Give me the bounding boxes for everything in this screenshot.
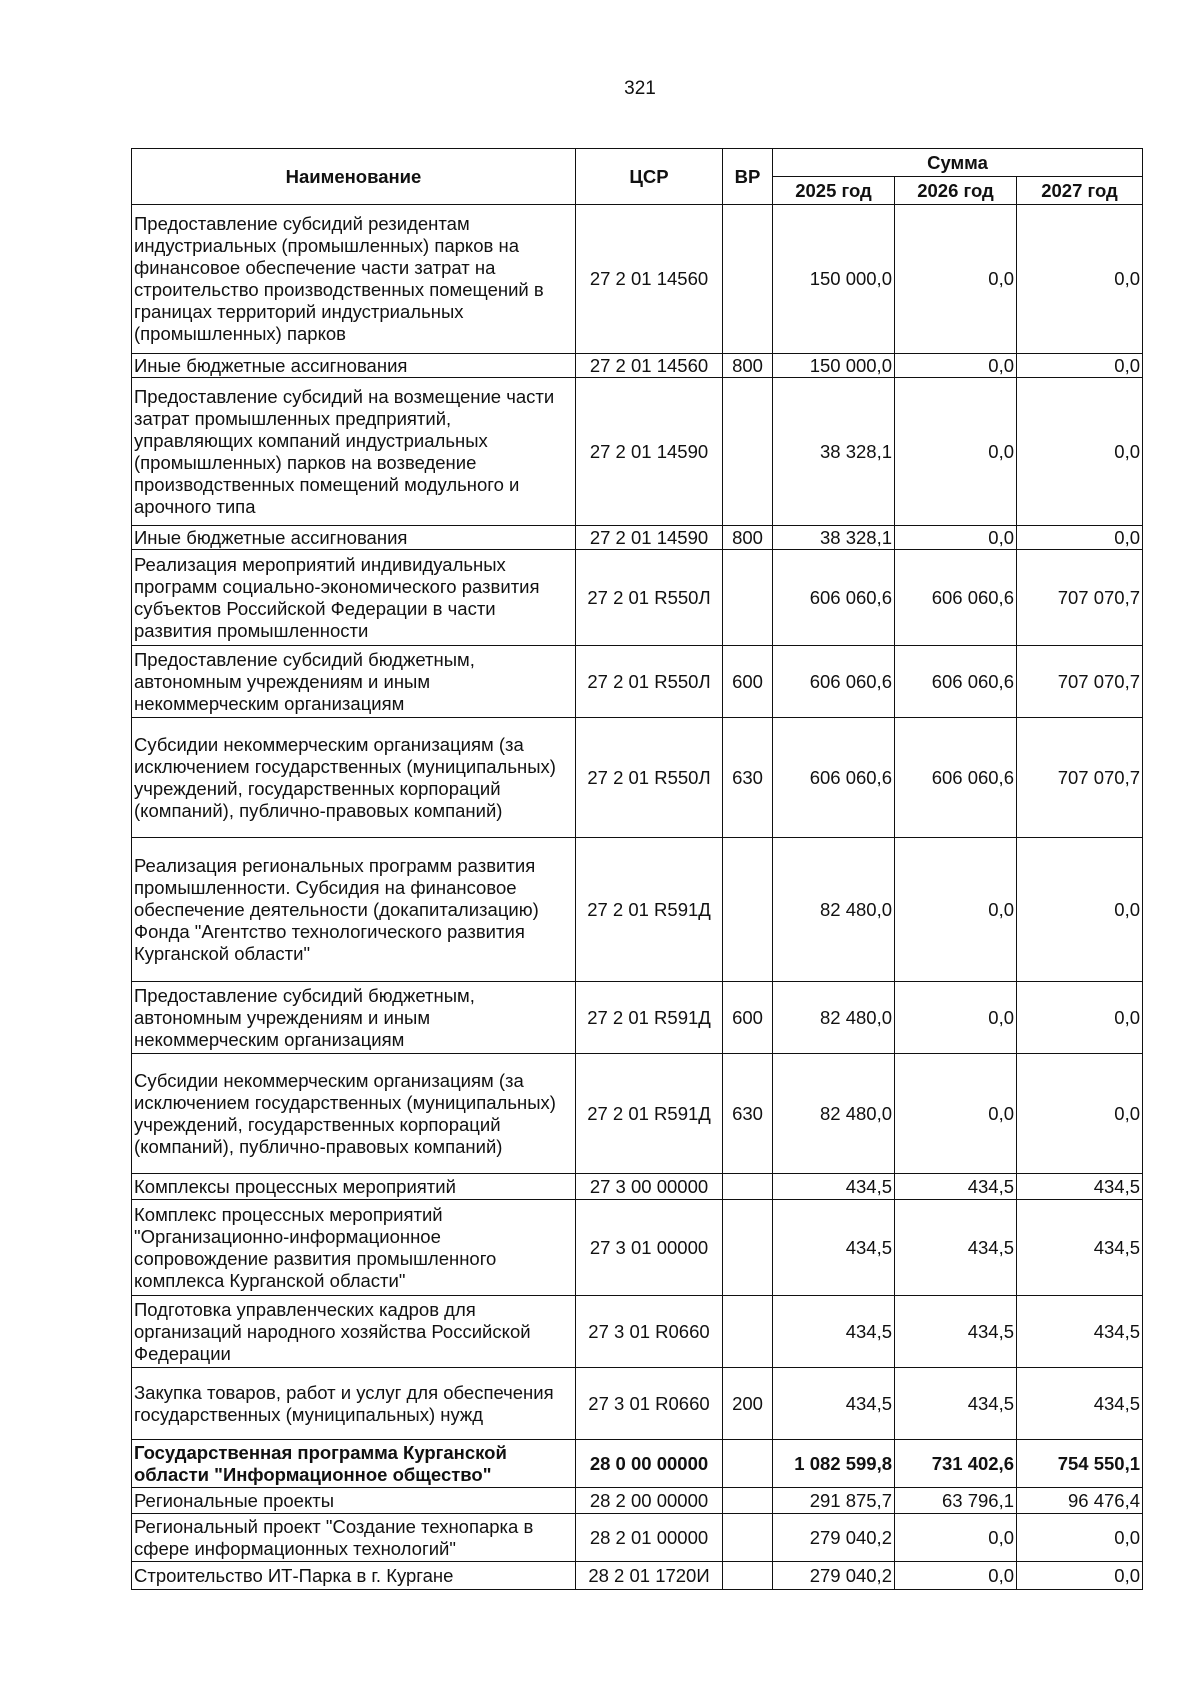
row-name: Иные бюджетные ассигнования: [132, 354, 576, 378]
row-csr: 28 2 01 00000: [576, 1514, 723, 1562]
row-csr: 27 2 01 R591Д: [576, 982, 723, 1054]
row-2025: 606 060,6: [773, 646, 895, 718]
row-csr: 27 2 01 14560: [576, 205, 723, 354]
row-2026: 0,0: [895, 205, 1017, 354]
row-name: Реализация региональных программ развития промышленности. Субсидия на финансовое обеспечение деятельности (докапитализацию) Фонда "Агентство технологического развития Курганской области": [132, 838, 576, 982]
row-2026: 0,0: [895, 354, 1017, 378]
row-name: Субсидии некоммерческим организациям (за исключением государственных (муниципальных) учреждений, государственных корпораций (компаний), публично-правовых компаний): [132, 718, 576, 838]
row-2027: 707 070,7: [1017, 646, 1143, 718]
table-row: [132, 646, 1143, 718]
row-name: Предоставление субсидий резидентам индустриальных (промышленных) парков на финансовое обеспечение части затрат на строительство производственных помещений в границах территорий индустриальных (промышленных) парков: [132, 205, 576, 354]
row-2025: 434,5: [773, 1174, 895, 1200]
row-2027: 0,0: [1017, 526, 1143, 550]
table-row: [132, 1440, 1143, 1488]
row-2026: 63 796,1: [895, 1488, 1017, 1514]
header-sum: Сумма: [773, 149, 1143, 177]
row-csr: 27 2 01 R550Л: [576, 550, 723, 646]
row-2027: 434,5: [1017, 1296, 1143, 1368]
table-row: [132, 718, 1143, 838]
row-csr: 27 3 01 00000: [576, 1200, 723, 1296]
row-vr: 600: [723, 646, 773, 718]
row-name: Предоставление субсидий бюджетным, автономным учреждениям и иным некоммерческим организациям: [132, 646, 576, 718]
table-row: [132, 982, 1143, 1054]
table-row: [132, 1200, 1143, 1296]
row-2027: 96 476,4: [1017, 1488, 1143, 1514]
row-vr: 800: [723, 526, 773, 550]
row-2027: 707 070,7: [1017, 550, 1143, 646]
row-vr: [723, 1562, 773, 1590]
budget-table: [131, 148, 1143, 1590]
row-2027: 434,5: [1017, 1368, 1143, 1440]
row-vr: [723, 1296, 773, 1368]
row-2025: 434,5: [773, 1200, 895, 1296]
row-name: Региональный проект "Создание технопарка в сфере информационных технологий": [132, 1514, 576, 1562]
row-vr: [723, 1174, 773, 1200]
row-vr: 630: [723, 1054, 773, 1174]
row-2025: 38 328,1: [773, 526, 895, 550]
row-csr: 27 2 01 14590: [576, 526, 723, 550]
row-csr: 27 3 01 R0660: [576, 1368, 723, 1440]
row-name: Предоставление субсидий на возмещение части затрат промышленных предприятий, управляющих компаний индустриальных (промышленных) парков на возведение производственных помещений модульного и арочного типа: [132, 378, 576, 526]
row-2027: 0,0: [1017, 205, 1143, 354]
row-vr: 200: [723, 1368, 773, 1440]
row-2026: 0,0: [895, 1054, 1017, 1174]
table-row: [132, 378, 1143, 526]
row-name: Региональные проекты: [132, 1488, 576, 1514]
row-csr: 27 3 01 R0660: [576, 1296, 723, 1368]
row-vr: [723, 1514, 773, 1562]
row-2025: 434,5: [773, 1368, 895, 1440]
row-2026: 434,5: [895, 1200, 1017, 1296]
row-vr: 800: [723, 354, 773, 378]
row-2026: 0,0: [895, 1562, 1017, 1590]
row-2025: 279 040,2: [773, 1562, 895, 1590]
header-2025: 2025 год: [773, 177, 895, 205]
row-2026: 606 060,6: [895, 646, 1017, 718]
table-row: [132, 1296, 1143, 1368]
row-2025: 150 000,0: [773, 205, 895, 354]
header-csr: ЦСР: [576, 149, 723, 205]
table-row: [132, 354, 1143, 378]
row-2025: 279 040,2: [773, 1514, 895, 1562]
row-2025: 434,5: [773, 1296, 895, 1368]
row-name: Иные бюджетные ассигнования: [132, 526, 576, 550]
header-name: Наименование: [132, 149, 576, 205]
row-csr: 28 2 00 00000: [576, 1488, 723, 1514]
table-row: [132, 1174, 1143, 1200]
row-vr: 630: [723, 718, 773, 838]
row-2027: 0,0: [1017, 1514, 1143, 1562]
row-2027: 707 070,7: [1017, 718, 1143, 838]
row-vr: [723, 205, 773, 354]
row-2025: 82 480,0: [773, 1054, 895, 1174]
row-csr: 27 2 01 R550Л: [576, 718, 723, 838]
header-vr: ВР: [723, 149, 773, 205]
table-row: [132, 1488, 1143, 1514]
row-name: Закупка товаров, работ и услуг для обеспечения государственных (муниципальных) нужд: [132, 1368, 576, 1440]
row-2026: 0,0: [895, 526, 1017, 550]
row-csr: 27 2 01 R550Л: [576, 646, 723, 718]
table-row: [132, 1054, 1143, 1174]
row-name: Строительство ИТ-Парка в г. Кургане: [132, 1562, 576, 1590]
row-2025: 82 480,0: [773, 982, 895, 1054]
row-2026: 434,5: [895, 1296, 1017, 1368]
row-2025: 82 480,0: [773, 838, 895, 982]
page-number: 321: [624, 78, 656, 99]
row-name: Подготовка управленческих кадров для организаций народного хозяйства Российской Федерации: [132, 1296, 576, 1368]
row-2026: 731 402,6: [895, 1440, 1017, 1488]
row-2026: 434,5: [895, 1174, 1017, 1200]
row-2027: 0,0: [1017, 838, 1143, 982]
table-body: [132, 205, 1143, 1590]
header-2026: 2026 год: [895, 177, 1017, 205]
row-csr: 27 2 01 14560: [576, 354, 723, 378]
table-row: [132, 550, 1143, 646]
row-name: Реализация мероприятий индивидуальных программ социально-экономического развития субъектов Российской Федерации в части развития промышленности: [132, 550, 576, 646]
row-vr: [723, 378, 773, 526]
row-2025: 606 060,6: [773, 550, 895, 646]
row-csr: 28 0 00 00000: [576, 1440, 723, 1488]
row-vr: [723, 550, 773, 646]
row-name: Комплекс процессных мероприятий "Организационно-информационное сопровождение развития промышленного комплекса Курганской области": [132, 1200, 576, 1296]
table-row: [132, 1562, 1143, 1590]
row-name: Комплексы процессных мероприятий: [132, 1174, 576, 1200]
row-2025: 291 875,7: [773, 1488, 895, 1514]
row-csr: 28 2 01 1720И: [576, 1562, 723, 1590]
header-2027: 2027 год: [1017, 177, 1143, 205]
row-2027: 0,0: [1017, 1054, 1143, 1174]
row-name: Государственная программа Курганской области "Информационное общество": [132, 1440, 576, 1488]
row-2025: 150 000,0: [773, 354, 895, 378]
row-2027: 0,0: [1017, 982, 1143, 1054]
row-2026: 0,0: [895, 378, 1017, 526]
table-row: [132, 838, 1143, 982]
table-row: [132, 1368, 1143, 1440]
table-row: [132, 1514, 1143, 1562]
row-name: Предоставление субсидий бюджетным, автономным учреждениям и иным некоммерческим организациям: [132, 982, 576, 1054]
row-2026: 434,5: [895, 1368, 1017, 1440]
row-2027: 0,0: [1017, 378, 1143, 526]
row-vr: [723, 1488, 773, 1514]
table-row: [132, 526, 1143, 550]
row-vr: [723, 1440, 773, 1488]
row-2025: 38 328,1: [773, 378, 895, 526]
table-row: [132, 205, 1143, 354]
row-2027: 434,5: [1017, 1174, 1143, 1200]
row-csr: 27 2 01 14590: [576, 378, 723, 526]
row-2025: 1 082 599,8: [773, 1440, 895, 1488]
row-2026: 0,0: [895, 838, 1017, 982]
row-2026: 0,0: [895, 1514, 1017, 1562]
row-csr: 27 2 01 R591Д: [576, 838, 723, 982]
row-2025: 606 060,6: [773, 718, 895, 838]
row-csr: 27 3 00 00000: [576, 1174, 723, 1200]
row-2027: 0,0: [1017, 1562, 1143, 1590]
row-2026: 606 060,6: [895, 718, 1017, 838]
row-csr: 27 2 01 R591Д: [576, 1054, 723, 1174]
row-vr: [723, 1200, 773, 1296]
row-vr: 600: [723, 982, 773, 1054]
row-2026: 606 060,6: [895, 550, 1017, 646]
row-2026: 0,0: [895, 982, 1017, 1054]
row-2027: 754 550,1: [1017, 1440, 1143, 1488]
row-2027: 434,5: [1017, 1200, 1143, 1296]
row-vr: [723, 838, 773, 982]
row-2027: 0,0: [1017, 354, 1143, 378]
row-name: Субсидии некоммерческим организациям (за исключением государственных (муниципальных) учреждений, государственных корпораций (компаний), публично-правовых компаний): [132, 1054, 576, 1174]
